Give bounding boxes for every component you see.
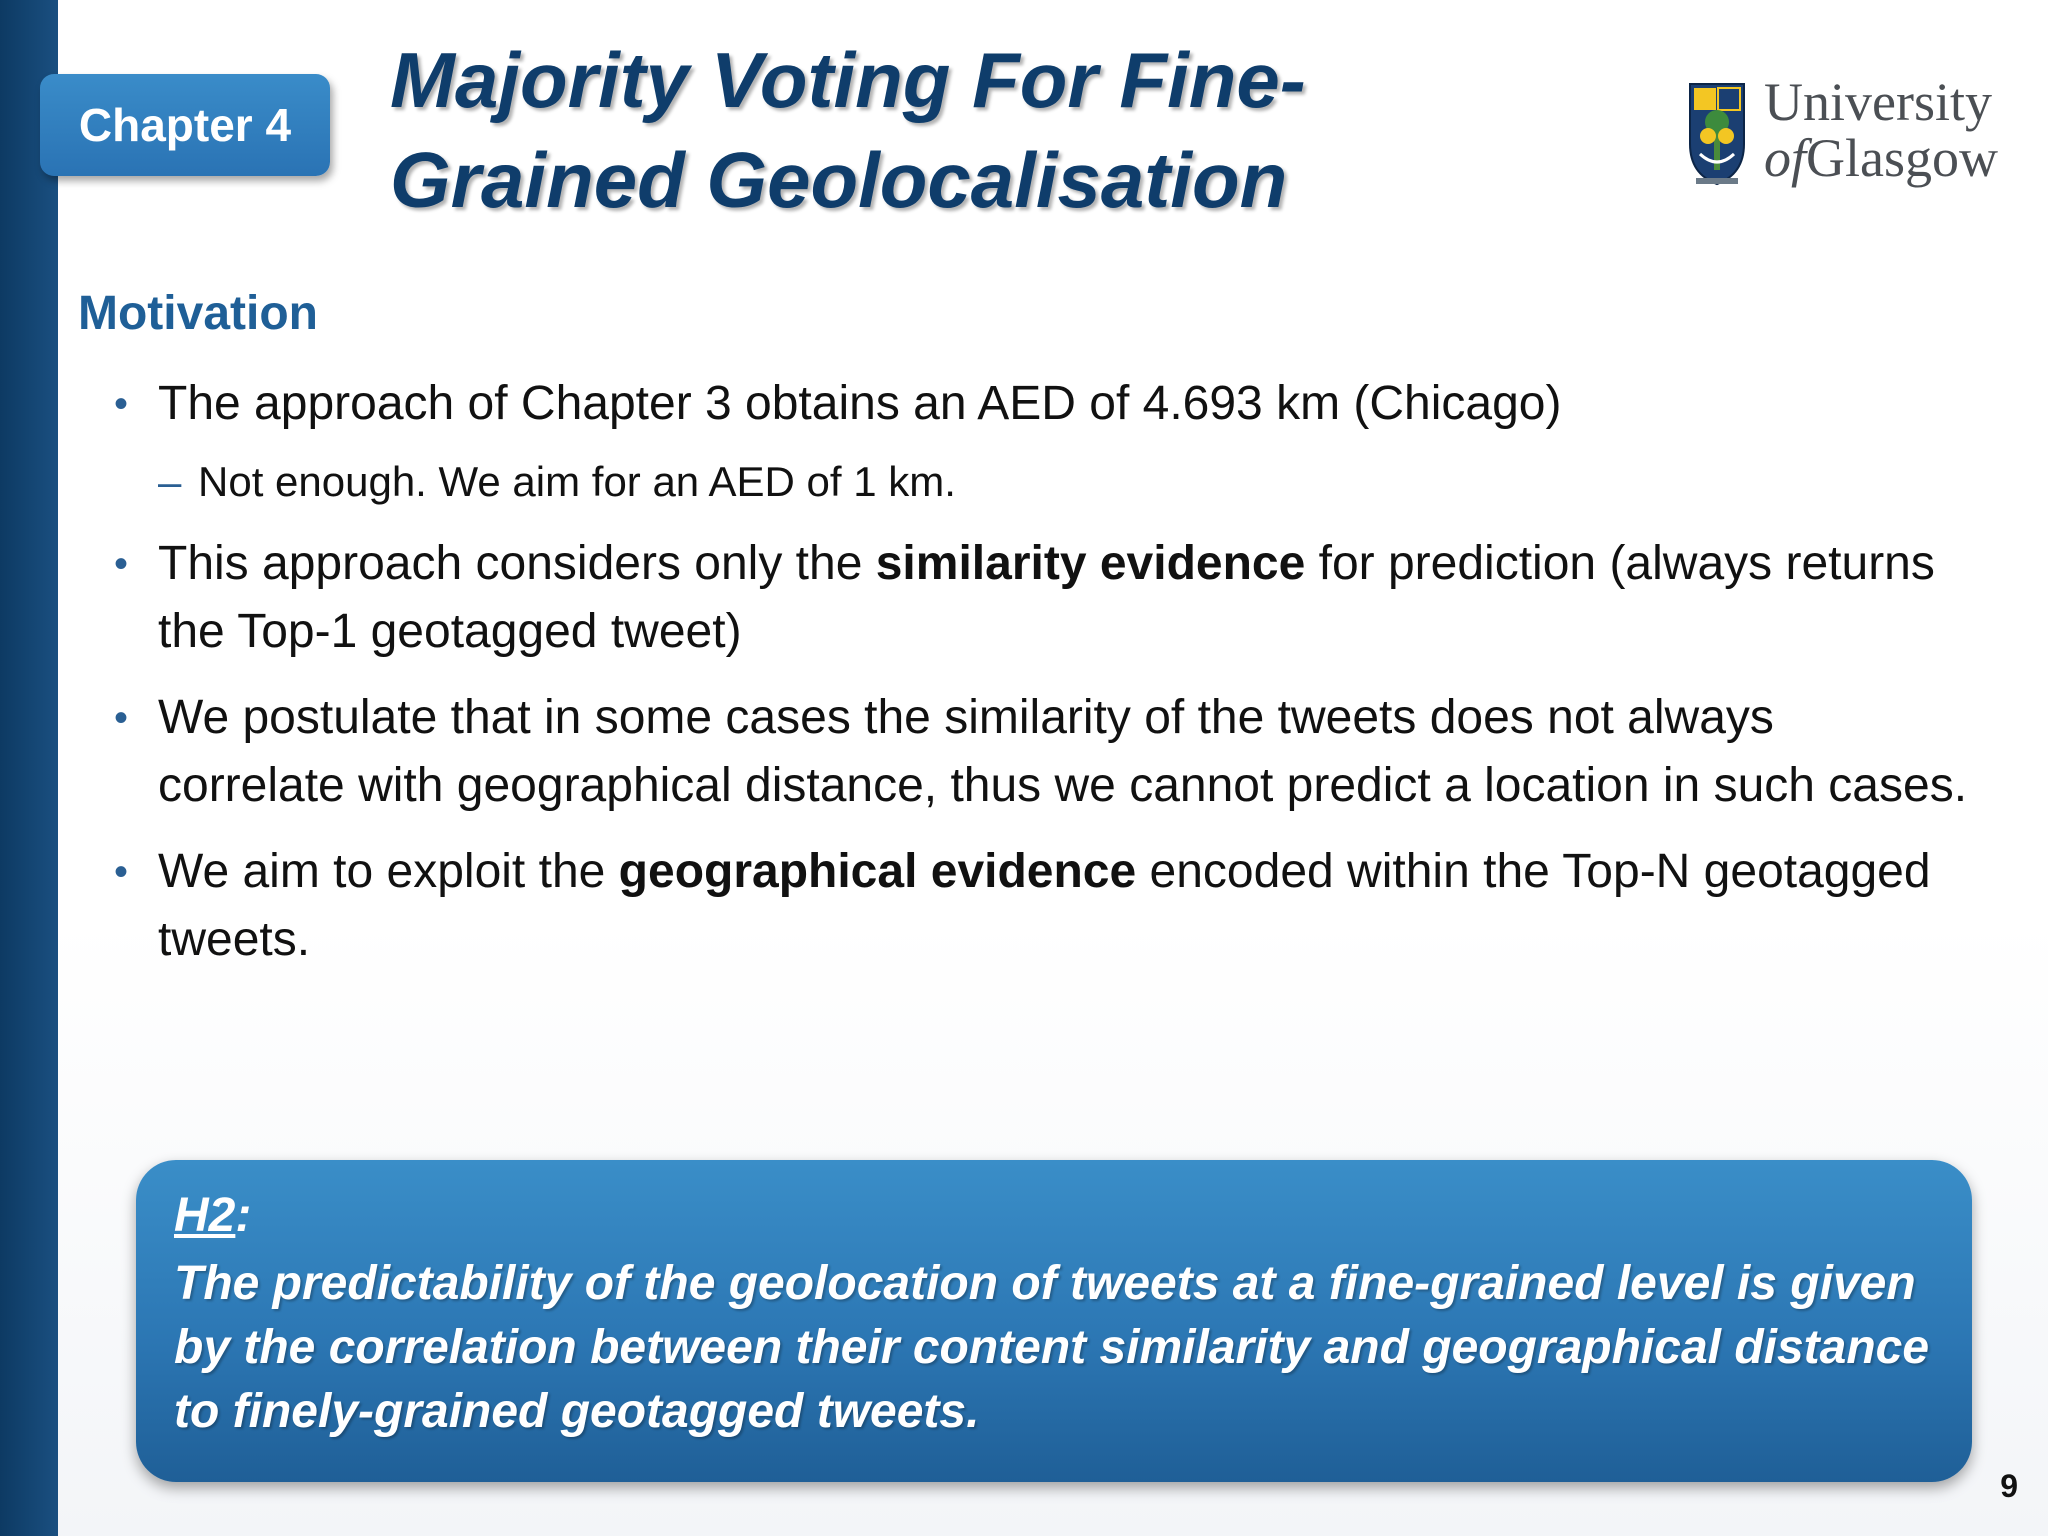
- hypothesis-label-text: H2: [174, 1189, 236, 1242]
- logo-text-line1: University: [1764, 72, 1992, 132]
- university-crest-icon: [1686, 78, 1748, 188]
- section-title: Motivation: [78, 287, 318, 340]
- slide-title: [390, 30, 1590, 230]
- bullet-text-end: encoded within the Top-N geotagged tweets.: [158, 845, 1931, 966]
- dash-icon: –: [158, 458, 182, 505]
- bullet-dot-icon: •: [114, 382, 129, 426]
- hypothesis-label-colon: :: [235, 1189, 252, 1242]
- slide-title-line2: Grained Geolocalisation: [390, 136, 1288, 224]
- logo-text-of: of: [1764, 128, 1807, 188]
- bullet-list: [112, 370, 1972, 992]
- bullet-item: [112, 838, 1972, 974]
- university-logo: [1680, 70, 2020, 200]
- sub-bullet-item: [112, 452, 1972, 512]
- bullet-text-start: We aim to exploit the: [158, 845, 619, 898]
- bullet-dot-icon: •: [114, 542, 129, 586]
- slide-title-line1: Majority Voting For Fine-: [390, 36, 1306, 124]
- bullet-text-end: for prediction (always returns the Top-1 geotagged tweet): [158, 537, 1935, 658]
- bullet-text-emphasis: similarity evidence: [875, 537, 1306, 590]
- bullet-text: We postulate that in some cases the similarity of the tweets does not always correlate with geographical distance, thus we cannot predict a location in such cases.: [158, 691, 1968, 812]
- chapter-badge: [40, 74, 330, 176]
- university-logo-text: [1764, 74, 1998, 186]
- logo-text-line2: [1764, 130, 1998, 186]
- hypothesis-box: [136, 1160, 1972, 1482]
- left-accent-bar: [0, 0, 58, 1536]
- hypothesis-label: [174, 1188, 251, 1243]
- bullet-item: [112, 530, 1972, 666]
- page-number: 9: [2000, 1468, 2018, 1504]
- bullet-item: [112, 684, 1972, 820]
- bullet-item: [112, 370, 1972, 438]
- sub-bullet-text: Not enough. We aim for an AED of 1 km.: [198, 458, 956, 505]
- bullet-text: The approach of Chapter 3 obtains an AED of 4.693 km (Chicago): [158, 377, 1562, 430]
- bullet-dot-icon: •: [114, 696, 129, 740]
- logo-text-glasgow: Glasgow: [1806, 128, 1998, 188]
- chapter-badge-label: Chapter 4: [78, 99, 292, 151]
- hypothesis-text: The predictability of the geolocation of tweets at a fine-grained level is given by the correlation between their content similarity and geographical distance to finely-grained geotagged tweets.: [174, 1257, 1930, 1438]
- bullet-dot-icon: •: [114, 850, 129, 894]
- bullet-text-emphasis: geographical evidence: [618, 845, 1137, 898]
- bullet-text-start: This approach considers only the: [158, 537, 876, 590]
